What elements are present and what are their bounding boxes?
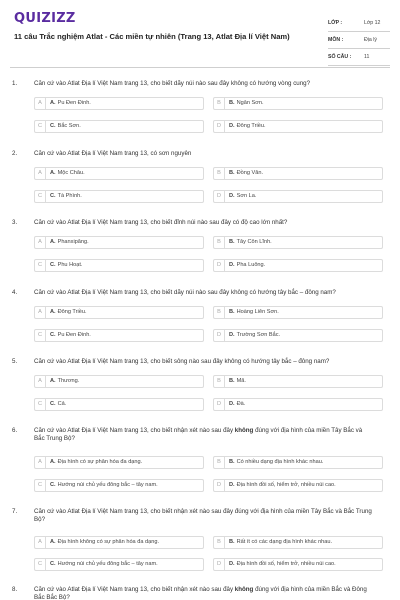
question-number: 1.	[12, 80, 18, 87]
question-number: 2.	[12, 150, 18, 157]
question-text: Căn cứ vào Atlat Địa lí Việt Nam trang 13, cho biết sông nào sau đây không có hướng tây bắc – đông nam?	[34, 358, 330, 365]
meta-row-class	[328, 15, 390, 32]
question-number: 8.	[12, 586, 18, 593]
question-number: 3.	[12, 219, 18, 226]
meta-key: SỐ CÂU :	[328, 54, 352, 60]
option-b[interactable]: B B. Có nhiều dạng địa hình khác nhau.	[213, 456, 383, 469]
option-b[interactable]: B B. Mã.	[213, 375, 383, 388]
meta-table	[328, 15, 390, 66]
option-c[interactable]: C C. Pu Đen Đinh.	[34, 329, 204, 342]
option-d[interactable]: D D. Địa hình đồi số, hiểm trở, nhiều núi cao.	[213, 479, 383, 492]
option-c[interactable]: C C. Tà Phình.	[34, 190, 204, 203]
question-number: 5.	[12, 358, 18, 365]
option-d[interactable]: D D. Sơn La.	[213, 190, 383, 203]
meta-row-subject	[328, 32, 390, 49]
option-c[interactable]: C C. Phu Hoạt.	[34, 259, 204, 272]
meta-key: MÔN :	[328, 37, 344, 43]
option-a[interactable]: A A. Mộc Châu.	[34, 167, 204, 180]
option-c[interactable]: C C. Hướng núi chủ yếu đông bắc – tây nam.	[34, 479, 204, 492]
option-d[interactable]: D D. Địa hình đồi số, hiểm trở, nhiều núi cao.	[213, 558, 383, 571]
option-a[interactable]: A A. Địa hình có sự phân hóa đa dạng.	[34, 456, 204, 469]
header-divider	[10, 67, 390, 68]
question-number: 6.	[12, 427, 18, 434]
meta-value: Địa lý	[364, 37, 377, 43]
quizizz-logo: QUIZIZZ	[14, 11, 76, 26]
option-b[interactable]: B B. Hoàng Liên Sơn.	[213, 306, 383, 319]
option-c[interactable]: C C. Hướng núi chủ yếu đông bắc – tây nam.	[34, 558, 204, 571]
option-b[interactable]: B B. Rất ít có các dạng địa hình khác nhau.	[213, 536, 383, 549]
option-a[interactable]: A A. Đông Triều.	[34, 306, 204, 319]
option-d[interactable]: D D. Trường Sơn Bắc.	[213, 329, 383, 342]
meta-value: 11	[364, 54, 370, 60]
option-a[interactable]: A A. Phanxipăng.	[34, 236, 204, 249]
option-d[interactable]: D D. Đà.	[213, 398, 383, 411]
worksheet-title: 11 câu Trắc nghiệm Atlat - Các miền tự nhiên (Trang 13, Atlat Địa lí Việt Nam)	[14, 32, 290, 41]
meta-row-count	[328, 49, 390, 66]
option-b[interactable]: B B. Đồng Văn.	[213, 167, 383, 180]
question-text: Căn cứ vào Atlat Địa lí Việt Nam trang 13, cho biết dãy núi nào sau đây không có hướng tây bắc – đông nam?	[34, 289, 336, 296]
option-c[interactable]: C C. Bắc Sơn.	[34, 120, 204, 133]
question-number: 4.	[12, 289, 18, 296]
question-text: Căn cứ vào Atlat Địa lí Việt Nam trang 13, cho biết đỉnh núi nào sau đây có độ cao lớn nhất?	[34, 219, 288, 226]
question-text: Căn cứ vào Atlat Địa lí Việt Nam trang 13, cho biết dãy núi nào sau đây không có hướng vòng cung?	[34, 80, 311, 87]
meta-value: Lớp 12	[364, 20, 381, 26]
option-d[interactable]: D D. Đông Triều.	[213, 120, 383, 133]
option-a[interactable]: A A. Thương.	[34, 375, 204, 388]
meta-key: LỚP :	[328, 20, 343, 26]
option-d[interactable]: D D. Pha Luông.	[213, 259, 383, 272]
question-text: Căn cứ vào Atlat Địa lí Việt Nam trang 13, có sơn nguyên	[34, 150, 192, 157]
option-a[interactable]: A A. Địa hình không có sự phân hóa đa dạng.	[34, 536, 204, 549]
question-number: 7.	[12, 508, 18, 515]
question-text: Căn cứ vào Atlat Địa lí Việt Nam trang 13, cho biết nhận xét nào sau đây không đúng với địa hình của miền Tây Bắc và Bắc Trung Bộ?	[34, 427, 363, 443]
option-b[interactable]: B B. Ngân Sơn.	[213, 97, 383, 110]
worksheet-header	[0, 0, 400, 68]
option-c[interactable]: C C. Cả.	[34, 398, 204, 411]
option-a[interactable]: A A. Pu Đen Đinh.	[34, 97, 204, 110]
question-text: Căn cứ vào Atlat Địa lí Việt Nam trang 13, cho biết nhận xét nào sau đây đúng với địa hình của miền Tây Bắc và Bắc Trung Bộ?	[34, 508, 372, 524]
question-text: Căn cứ vào Atlat Địa lí Việt Nam trang 13, cho biết nhận xét nào sau đây không đúng với địa hình của miền Bắc và Đông Bắc Bắc Bộ?	[34, 586, 367, 600]
option-b[interactable]: B B. Tây Côn Lĩnh.	[213, 236, 383, 249]
